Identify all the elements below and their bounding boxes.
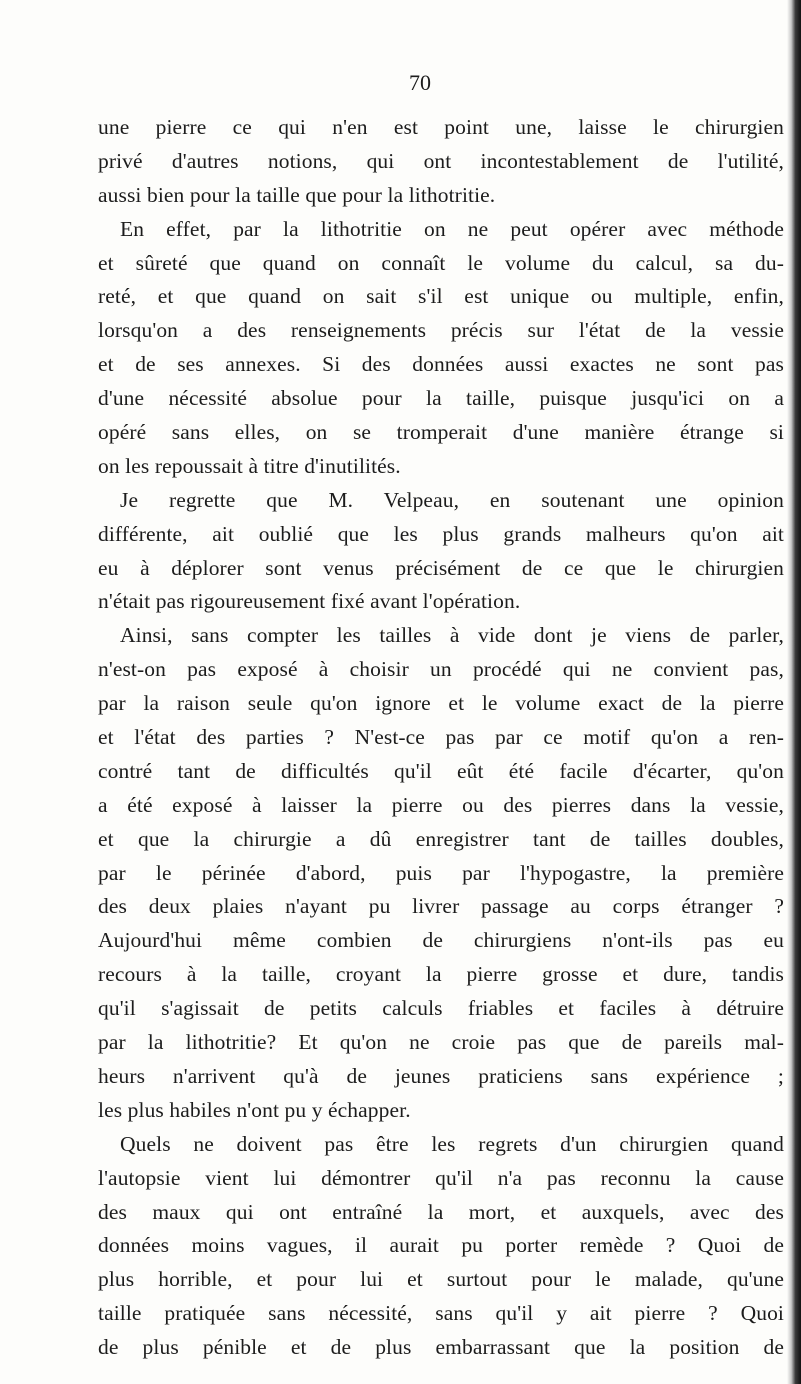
text-line: une pierre ce qui n'en est point une, laisse le chirurgien [98, 115, 784, 139]
text-line: on les repoussait à titre d'inutilités. [98, 453, 401, 478]
text-line: données moins vagues, il aurait pu porter remède ? Quoi de [98, 1233, 784, 1258]
text-line: n'est-on pas exposé à choisir un procédé qui ne convient pas, [98, 657, 784, 682]
text-line: n'était pas rigoureusement fixé avant l'opération. [98, 589, 521, 614]
text-line: taille pratiquée sans nécessité, sans qu'il y ait pierre ? Quoi [98, 1301, 784, 1326]
text-line: d'une nécessité absolue pour la taille, puisque jusqu'ici on a [98, 386, 784, 411]
text-line: aussi bien pour la taille que pour la lithotritie. [98, 182, 496, 207]
text-line: et de ses annexes. Si des données aussi exactes ne sont pas [98, 352, 784, 377]
text-line: différente, ait oublié que les plus grands malheurs qu'on ait [98, 521, 784, 546]
text-line: heurs n'arrivent qu'à de jeunes praticiens sans expérience ; [98, 1063, 784, 1088]
text-line: par la lithotritie? Et qu'on ne croie pas que de pareils mal- [98, 1030, 784, 1055]
scan-page-edge [787, 0, 801, 1384]
text-line: En effet, par la lithotritie on ne peut opérer avec méthode [120, 216, 784, 241]
text-line: par le périnée d'abord, puis par l'hypogastre, la première [98, 860, 784, 885]
text-line: privé d'autres notions, qui ont incontestablement de l'utilité, [98, 148, 784, 173]
text-line: contré tant de difficultés qu'il eût été facile d'écarter, qu'on [98, 758, 784, 783]
text-line: Ainsi, sans compter les tailles à vide dont je viens de parler, [120, 623, 784, 648]
text-line: Aujourd'hui même combien de chirurgiens n'ont-ils pas eu [98, 928, 784, 953]
text-line: Je regrette que M. Velpeau, en soutenant une opinion [120, 487, 784, 512]
text-line: reté, et que quand on sait s'il est unique ou multiple, enfin, [98, 284, 784, 309]
text-line: et sûreté que quand on connaît le volume du calcul, sa du- [98, 250, 784, 275]
text-line: des maux qui ont entraîné la mort, et auxquels, avec des [98, 1199, 784, 1224]
text-line: les plus habiles n'ont pu y échapper. [98, 1097, 411, 1122]
text-line: lorsqu'on a des renseignements précis sur l'état de la vessie [98, 318, 784, 343]
text-line: de plus pénible et de plus embarrassant que la position de [98, 1335, 784, 1360]
text-line: Quels ne doivent pas être les regrets d'un chirurgien quand [120, 1131, 784, 1156]
text-line: qu'il s'agissait de petits calculs friables et faciles à détruire [98, 996, 784, 1021]
text-line: et l'état des parties ? N'est-ce pas par ce motif qu'on a ren- [98, 725, 784, 750]
text-line: des deux plaies n'ayant pu livrer passage au corps étranger ? [98, 894, 784, 919]
text-line: eu à déplorer sont venus précisément de ce que le chirurgien [98, 555, 784, 580]
text-line: l'autopsie vient lui démontrer qu'il n'a pas reconnu la cause [98, 1165, 784, 1190]
text-line: par la raison seule qu'on ignore et le volume exact de la pierre [98, 691, 784, 716]
text-line: a été exposé à laisser la pierre ou des pierres dans la vessie, [98, 792, 784, 817]
body-text [98, 111, 784, 1365]
text-line: et que la chirurgie a dû enregistrer tant de tailles doubles, [98, 826, 784, 851]
text-line: plus horrible, et pour lui et surtout pour le malade, qu'une [98, 1267, 784, 1292]
text-line: recours à la taille, croyant la pierre grosse et dure, tandis [98, 962, 784, 987]
page-number: 70 [409, 70, 431, 95]
text-line: opéré sans elles, on se tromperait d'une manière étrange si [98, 420, 784, 445]
